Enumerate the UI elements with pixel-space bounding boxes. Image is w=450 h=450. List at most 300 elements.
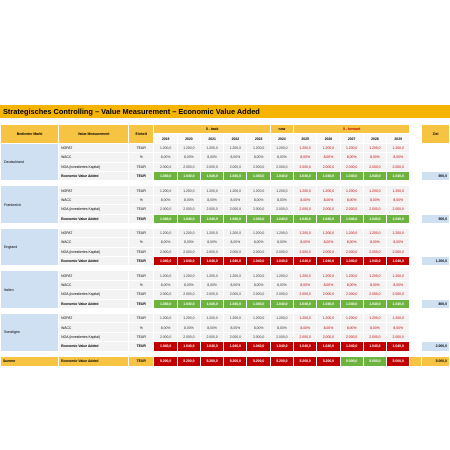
value-cell[interactable]: 1.200,0 [340, 228, 363, 237]
value-cell[interactable]: 2.000,0 [270, 162, 293, 171]
value-cell[interactable]: 2.000,0 [224, 247, 247, 256]
ziel-value[interactable]: 2.000,0 [421, 342, 449, 351]
value-cell[interactable]: 2.000,0 [154, 247, 177, 256]
ziel-value[interactable]: 500,0 [421, 214, 449, 223]
value-cell[interactable]: 8,00% [317, 280, 340, 289]
value-cell[interactable]: 8,00% [224, 195, 247, 204]
value-cell[interactable]: 2.000,0 [200, 162, 223, 171]
ziel-value[interactable]: 1.200,0 [421, 257, 449, 266]
value-cell[interactable]: 8,00% [154, 280, 177, 289]
summary-label: Summe [1, 356, 59, 366]
value-cell[interactable]: 8,00% [387, 280, 410, 289]
table-row [1, 290, 450, 299]
year-header: 2021 [200, 134, 223, 143]
market-name: Italien [1, 271, 59, 309]
value-cell[interactable]: 1.040,0 [363, 214, 386, 223]
summary-value[interactable]: 5.200,0 [224, 356, 247, 366]
unit-cell: TEUR [128, 332, 154, 341]
value-cell[interactable]: 1.200,0 [340, 314, 363, 323]
value-cell[interactable]: 1.200,0 [154, 186, 177, 195]
value-cell[interactable]: 2.000,0 [294, 290, 317, 299]
value-cell[interactable]: 1.200,0 [224, 143, 247, 152]
value-cell[interactable]: 1.040,0 [224, 257, 247, 266]
value-cell[interactable]: 1.040,0 [317, 299, 340, 308]
value-cell[interactable]: 2.000,0 [294, 247, 317, 256]
value-cell[interactable]: 2.000,0 [387, 332, 410, 341]
value-cell[interactable]: 8,00% [177, 323, 200, 332]
value-cell[interactable]: 1.040,0 [224, 299, 247, 308]
value-cell[interactable]: 8,00% [387, 153, 410, 162]
value-cell[interactable]: 1.200,0 [177, 186, 200, 195]
value-cell[interactable]: 1.200,0 [270, 186, 293, 195]
table-row [1, 238, 450, 247]
value-cell[interactable]: 2.000,0 [224, 205, 247, 214]
value-cell[interactable]: 8,00% [363, 195, 386, 204]
summary-value[interactable]: 5.200,0 [177, 356, 200, 366]
value-cell[interactable]: 1.200,0 [294, 271, 317, 280]
value-cell[interactable]: 8,00% [200, 195, 223, 204]
value-cell[interactable]: 8,00% [247, 280, 270, 289]
value-cell[interactable]: 1.200,0 [270, 271, 293, 280]
summary-value[interactable]: 5.200,0 [154, 356, 177, 366]
ziel-value[interactable]: 800,0 [421, 299, 449, 308]
value-cell[interactable]: 1.200,0 [247, 186, 270, 195]
value-cell[interactable]: 1.040,0 [294, 214, 317, 223]
table-row [1, 228, 450, 237]
header-ziel: Ziel [421, 125, 449, 144]
value-cell[interactable]: 2.000,0 [317, 205, 340, 214]
value-cell[interactable]: 1.040,0 [270, 214, 293, 223]
value-cell[interactable]: 1.200,0 [317, 314, 340, 323]
value-cell[interactable]: 1.040,0 [154, 171, 177, 180]
value-cell[interactable]: 1.200,0 [247, 143, 270, 152]
value-cell[interactable]: 8,00% [200, 323, 223, 332]
value-cell[interactable]: 1.040,0 [363, 299, 386, 308]
value-cell[interactable]: 1.200,0 [270, 228, 293, 237]
table-row [1, 186, 450, 195]
value-cell[interactable]: 8,00% [363, 280, 386, 289]
value-cell[interactable]: 1.040,0 [224, 171, 247, 180]
value-cell[interactable]: 1.200,0 [340, 186, 363, 195]
value-cell[interactable]: 1.040,0 [270, 342, 293, 351]
value-cell[interactable]: 1.040,0 [340, 214, 363, 223]
value-cell[interactable]: 8,00% [200, 280, 223, 289]
measure-label: Economic Value Added [59, 257, 129, 266]
value-cell[interactable]: 8,00% [317, 238, 340, 247]
value-cell[interactable]: 2.000,0 [270, 290, 293, 299]
value-cell[interactable]: 8,00% [294, 238, 317, 247]
table-row [1, 171, 450, 180]
value-cell[interactable]: 1.200,0 [387, 186, 410, 195]
measure-label: NOPAT [59, 314, 129, 323]
value-cell[interactable]: 1.200,0 [177, 143, 200, 152]
value-cell[interactable]: 1.040,0 [247, 171, 270, 180]
value-cell[interactable]: 1.040,0 [270, 257, 293, 266]
value-cell[interactable]: 2.000,0 [224, 290, 247, 299]
value-cell[interactable]: 1.200,0 [247, 228, 270, 237]
summary-value[interactable]: 5.200,0 [247, 356, 270, 366]
value-cell[interactable]: 8,00% [154, 238, 177, 247]
value-cell[interactable]: 1.040,0 [224, 342, 247, 351]
measure-label: NOPAT [59, 143, 129, 152]
summary-value[interactable]: 5.200,0 [294, 356, 317, 366]
year-header: 2028 [363, 134, 386, 143]
value-cell[interactable]: 2.000,0 [154, 205, 177, 214]
value-cell[interactable]: 1.200,0 [317, 186, 340, 195]
value-cell[interactable]: 8,00% [200, 238, 223, 247]
value-cell[interactable]: 1.040,0 [154, 214, 177, 223]
value-cell[interactable]: 2.000,0 [317, 290, 340, 299]
unit-cell: % [128, 195, 154, 204]
value-cell[interactable]: 8,00% [340, 238, 363, 247]
value-cell[interactable]: 2.000,0 [363, 205, 386, 214]
value-cell[interactable]: 1.200,0 [224, 228, 247, 237]
table-row [1, 247, 450, 256]
value-cell[interactable]: 1.040,0 [387, 299, 410, 308]
value-cell[interactable]: 2.000,0 [363, 247, 386, 256]
value-cell[interactable]: 1.200,0 [270, 314, 293, 323]
value-cell[interactable]: 2.000,0 [200, 290, 223, 299]
value-cell[interactable]: 8,00% [363, 323, 386, 332]
table-row [1, 257, 450, 266]
value-cell[interactable]: 2.000,0 [154, 162, 177, 171]
value-cell[interactable]: 1.200,0 [270, 143, 293, 152]
value-cell[interactable]: 8,00% [270, 195, 293, 204]
value-cell[interactable]: 1.040,0 [317, 214, 340, 223]
value-cell[interactable]: 2.000,0 [317, 247, 340, 256]
value-cell[interactable]: 1.040,0 [317, 342, 340, 351]
value-cell[interactable]: 2.000,0 [340, 332, 363, 341]
value-cell[interactable]: 2.000,0 [340, 205, 363, 214]
value-cell[interactable]: 8,00% [340, 280, 363, 289]
value-cell[interactable]: 1.040,0 [363, 171, 386, 180]
summary-value[interactable]: 5.000,0 [387, 356, 410, 366]
value-cell[interactable]: 1.200,0 [363, 271, 386, 280]
value-cell[interactable]: 8,00% [154, 195, 177, 204]
value-cell[interactable]: 2.000,0 [177, 205, 200, 214]
value-cell[interactable]: 1.040,0 [270, 171, 293, 180]
value-cell[interactable]: 8,00% [177, 153, 200, 162]
value-cell[interactable]: 1.040,0 [363, 257, 386, 266]
value-cell[interactable]: 1.040,0 [270, 299, 293, 308]
value-cell[interactable]: 2.000,0 [154, 290, 177, 299]
value-cell[interactable]: 8,00% [340, 195, 363, 204]
value-cell[interactable]: 1.200,0 [200, 186, 223, 195]
year-header: 2025 [294, 134, 317, 143]
value-cell[interactable]: 8,00% [363, 238, 386, 247]
table-row [1, 271, 450, 280]
value-cell[interactable]: 1.040,0 [177, 299, 200, 308]
value-cell[interactable]: 1.200,0 [294, 228, 317, 237]
value-cell[interactable]: 8,00% [294, 153, 317, 162]
value-cell[interactable]: 8,00% [270, 238, 293, 247]
value-cell[interactable]: 1.040,0 [387, 257, 410, 266]
value-cell[interactable]: 1.040,0 [363, 342, 386, 351]
summary-ziel[interactable]: 5.000,0 [421, 356, 449, 366]
value-cell[interactable]: 1.200,0 [363, 228, 386, 237]
header-now: now [270, 125, 293, 134]
value-cell[interactable]: 1.200,0 [177, 228, 200, 237]
value-cell[interactable]: 8,00% [270, 323, 293, 332]
value-cell[interactable]: 8,00% [224, 323, 247, 332]
value-cell[interactable]: 8,00% [387, 323, 410, 332]
market-name: England [1, 228, 59, 266]
value-cell[interactable]: 1.040,0 [177, 257, 200, 266]
table-row [1, 162, 450, 171]
value-cell[interactable]: 1.040,0 [200, 171, 223, 180]
year-header: 2027 [340, 134, 363, 143]
value-cell[interactable]: 8,00% [340, 153, 363, 162]
value-cell[interactable]: 8,00% [317, 323, 340, 332]
value-cell[interactable]: 1.200,0 [317, 271, 340, 280]
value-cell[interactable]: 1.040,0 [154, 299, 177, 308]
measure-label: WACC [59, 153, 129, 162]
value-cell[interactable]: 1.200,0 [154, 143, 177, 152]
value-cell[interactable]: 2.000,0 [154, 332, 177, 341]
value-cell[interactable]: 1.200,0 [200, 228, 223, 237]
value-cell[interactable]: 1.200,0 [200, 271, 223, 280]
value-cell[interactable]: 2.000,0 [247, 290, 270, 299]
value-cell[interactable]: 8,00% [154, 323, 177, 332]
value-cell[interactable]: 1.200,0 [294, 186, 317, 195]
measure-label: NOA (investiertes Kapital) [59, 332, 129, 341]
header-unit: Einheit [128, 125, 154, 144]
year-header: 2022 [224, 134, 247, 143]
value-cell[interactable]: 1.040,0 [200, 214, 223, 223]
value-cell[interactable]: 2.000,0 [387, 247, 410, 256]
value-cell[interactable]: 1.200,0 [224, 314, 247, 323]
value-cell[interactable]: 1.200,0 [387, 271, 410, 280]
table-row [1, 143, 450, 152]
value-cell[interactable]: 1.040,0 [200, 342, 223, 351]
value-cell[interactable]: 8,00% [200, 153, 223, 162]
value-cell[interactable]: 1.040,0 [340, 171, 363, 180]
unit-cell: TEUR [128, 257, 154, 266]
value-cell[interactable]: 1.200,0 [154, 271, 177, 280]
value-cell[interactable]: 1.040,0 [294, 257, 317, 266]
value-cell[interactable]: 8,00% [363, 153, 386, 162]
value-cell[interactable]: 2.000,0 [247, 205, 270, 214]
table-row [1, 214, 450, 223]
value-cell[interactable]: 1.040,0 [200, 299, 223, 308]
summary-value[interactable]: 5.200,0 [317, 356, 340, 366]
value-cell[interactable]: 1.200,0 [154, 314, 177, 323]
value-cell[interactable]: 1.040,0 [177, 214, 200, 223]
value-cell[interactable]: 1.040,0 [247, 214, 270, 223]
value-cell[interactable]: 1.200,0 [317, 228, 340, 237]
value-cell[interactable]: 2.000,0 [200, 247, 223, 256]
unit-cell: TEUR [128, 143, 154, 152]
value-cell[interactable]: 1.200,0 [363, 143, 386, 152]
value-cell[interactable]: 2.000,0 [224, 332, 247, 341]
header-back: 5 - back [154, 125, 270, 134]
value-cell[interactable]: 8,00% [387, 195, 410, 204]
value-cell[interactable]: 1.040,0 [224, 214, 247, 223]
value-cell[interactable]: 1.200,0 [247, 314, 270, 323]
summary-measure: Economic Value Added [59, 356, 129, 366]
value-cell[interactable]: 2.000,0 [294, 162, 317, 171]
summary-row [1, 356, 450, 366]
unit-cell: TEUR [128, 342, 154, 351]
value-cell[interactable]: 1.200,0 [224, 186, 247, 195]
market-name: Sonstiges [1, 314, 59, 352]
value-cell[interactable]: 2.000,0 [340, 247, 363, 256]
measure-label: Economic Value Added [59, 299, 129, 308]
value-cell[interactable]: 2.000,0 [200, 332, 223, 341]
value-cell[interactable]: 1.040,0 [387, 214, 410, 223]
value-cell[interactable]: 2.000,0 [247, 247, 270, 256]
market-name: Deutschland [1, 143, 59, 181]
value-cell[interactable]: 8,00% [177, 238, 200, 247]
value-cell[interactable]: 1.200,0 [177, 271, 200, 280]
value-cell[interactable]: 1.040,0 [154, 257, 177, 266]
unit-cell: % [128, 153, 154, 162]
value-cell[interactable]: 2.000,0 [363, 162, 386, 171]
value-cell[interactable]: 8,00% [270, 153, 293, 162]
unit-cell: TEUR [128, 271, 154, 280]
value-cell[interactable]: 2.000,0 [363, 290, 386, 299]
unit-cell: TEUR [128, 214, 154, 223]
value-cell[interactable]: 8,00% [224, 238, 247, 247]
value-cell[interactable]: 2.000,0 [224, 162, 247, 171]
value-cell[interactable]: 1.040,0 [154, 342, 177, 351]
year-header: 2029 [387, 134, 410, 143]
value-cell[interactable]: 1.200,0 [387, 314, 410, 323]
measure-label: WACC [59, 323, 129, 332]
value-cell[interactable]: 1.200,0 [294, 143, 317, 152]
value-cell[interactable]: 1.040,0 [177, 342, 200, 351]
summary-value[interactable]: 5.000,0 [363, 356, 386, 366]
value-cell[interactable]: 1.200,0 [224, 271, 247, 280]
value-cell[interactable]: 8,00% [247, 238, 270, 247]
value-cell[interactable]: 1.200,0 [200, 143, 223, 152]
value-cell[interactable]: 1.040,0 [340, 342, 363, 351]
value-cell[interactable]: 2.000,0 [317, 162, 340, 171]
year-header: 2024 [270, 134, 293, 143]
value-cell[interactable]: 2.000,0 [363, 332, 386, 341]
value-cell[interactable]: 8,00% [317, 195, 340, 204]
value-cell[interactable]: 8,00% [247, 323, 270, 332]
value-cell[interactable]: 8,00% [247, 153, 270, 162]
value-cell[interactable]: 8,00% [154, 153, 177, 162]
evA-table [0, 124, 450, 367]
value-cell[interactable]: 2.000,0 [294, 332, 317, 341]
value-cell[interactable]: 1.200,0 [340, 143, 363, 152]
unit-cell: TEUR [128, 205, 154, 214]
value-cell[interactable]: 8,00% [294, 195, 317, 204]
value-cell[interactable]: 1.200,0 [247, 271, 270, 280]
value-cell[interactable]: 1.200,0 [363, 314, 386, 323]
value-cell[interactable]: 1.200,0 [387, 143, 410, 152]
value-cell[interactable]: 2.000,0 [340, 162, 363, 171]
value-cell[interactable]: 8,00% [294, 280, 317, 289]
value-cell[interactable]: 2.000,0 [247, 332, 270, 341]
value-cell[interactable]: 1.040,0 [387, 342, 410, 351]
value-cell[interactable]: 2.000,0 [177, 332, 200, 341]
table-row [1, 205, 450, 214]
value-cell[interactable]: 8,00% [270, 280, 293, 289]
value-cell[interactable]: 1.040,0 [200, 257, 223, 266]
value-cell[interactable]: 1.040,0 [294, 299, 317, 308]
measure-label: WACC [59, 195, 129, 204]
value-cell[interactable]: 2.000,0 [387, 162, 410, 171]
ziel-value[interactable]: 500,0 [421, 171, 449, 180]
unit-cell: TEUR [128, 299, 154, 308]
table-row [1, 280, 450, 289]
value-cell[interactable]: 1.040,0 [340, 299, 363, 308]
value-cell[interactable]: 8,00% [177, 195, 200, 204]
header-row-1 [1, 125, 450, 134]
value-cell[interactable]: 1.040,0 [177, 171, 200, 180]
year-header: 2020 [177, 134, 200, 143]
summary-value[interactable]: 5.200,0 [270, 356, 293, 366]
measure-label: NOPAT [59, 271, 129, 280]
value-cell[interactable]: 1.040,0 [317, 257, 340, 266]
value-cell[interactable]: 2.000,0 [200, 205, 223, 214]
value-cell[interactable]: 2.000,0 [270, 332, 293, 341]
value-cell[interactable]: 1.040,0 [340, 257, 363, 266]
measure-label: NOPAT [59, 186, 129, 195]
value-cell[interactable]: 1.200,0 [340, 271, 363, 280]
value-cell[interactable]: 2.000,0 [177, 162, 200, 171]
summary-value[interactable]: 5.000,0 [340, 356, 363, 366]
value-cell[interactable]: 8,00% [247, 195, 270, 204]
value-cell[interactable]: 1.040,0 [387, 171, 410, 180]
measure-label: NOA (investiertes Kapital) [59, 205, 129, 214]
value-cell[interactable]: 1.040,0 [247, 299, 270, 308]
value-cell[interactable]: 2.000,0 [177, 290, 200, 299]
value-cell[interactable]: 1.200,0 [387, 228, 410, 237]
value-cell[interactable]: 8,00% [224, 280, 247, 289]
measure-label: WACC [59, 238, 129, 247]
header-market: Bedienter Markt [1, 125, 59, 144]
value-cell[interactable]: 1.040,0 [294, 342, 317, 351]
value-cell[interactable]: 2.000,0 [294, 205, 317, 214]
summary-value[interactable]: 5.200,0 [200, 356, 223, 366]
value-cell[interactable]: 8,00% [317, 153, 340, 162]
measure-label: NOPAT [59, 228, 129, 237]
value-cell[interactable]: 2.000,0 [340, 290, 363, 299]
sheet-title: Strategisches Controlling – Value Measurement – Economic Value Added [0, 105, 450, 118]
value-cell[interactable]: 1.200,0 [154, 228, 177, 237]
value-cell[interactable]: 1.040,0 [317, 171, 340, 180]
value-cell[interactable]: 1.200,0 [363, 186, 386, 195]
value-cell[interactable]: 8,00% [340, 323, 363, 332]
unit-cell: TEUR [128, 162, 154, 171]
value-cell[interactable]: 2.000,0 [177, 247, 200, 256]
value-cell[interactable]: 2.000,0 [387, 205, 410, 214]
value-cell[interactable]: 2.000,0 [317, 332, 340, 341]
unit-cell: TEUR [128, 247, 154, 256]
value-cell[interactable]: 1.200,0 [294, 314, 317, 323]
value-cell[interactable]: 1.200,0 [200, 314, 223, 323]
value-cell[interactable]: 8,00% [224, 153, 247, 162]
value-cell[interactable]: 8,00% [294, 323, 317, 332]
value-cell[interactable]: 2.000,0 [270, 247, 293, 256]
value-cell[interactable]: 2.000,0 [270, 205, 293, 214]
value-cell[interactable]: 1.200,0 [317, 143, 340, 152]
value-cell[interactable]: 1.040,0 [247, 342, 270, 351]
value-cell[interactable]: 1.040,0 [247, 257, 270, 266]
value-cell[interactable]: 8,00% [387, 238, 410, 247]
value-cell[interactable]: 2.000,0 [387, 290, 410, 299]
measure-label: WACC [59, 280, 129, 289]
value-cell[interactable]: 1.040,0 [294, 171, 317, 180]
value-cell[interactable]: 2.000,0 [247, 162, 270, 171]
value-cell[interactable]: 1.200,0 [177, 314, 200, 323]
value-cell[interactable]: 8,00% [177, 280, 200, 289]
table-row [1, 323, 450, 332]
